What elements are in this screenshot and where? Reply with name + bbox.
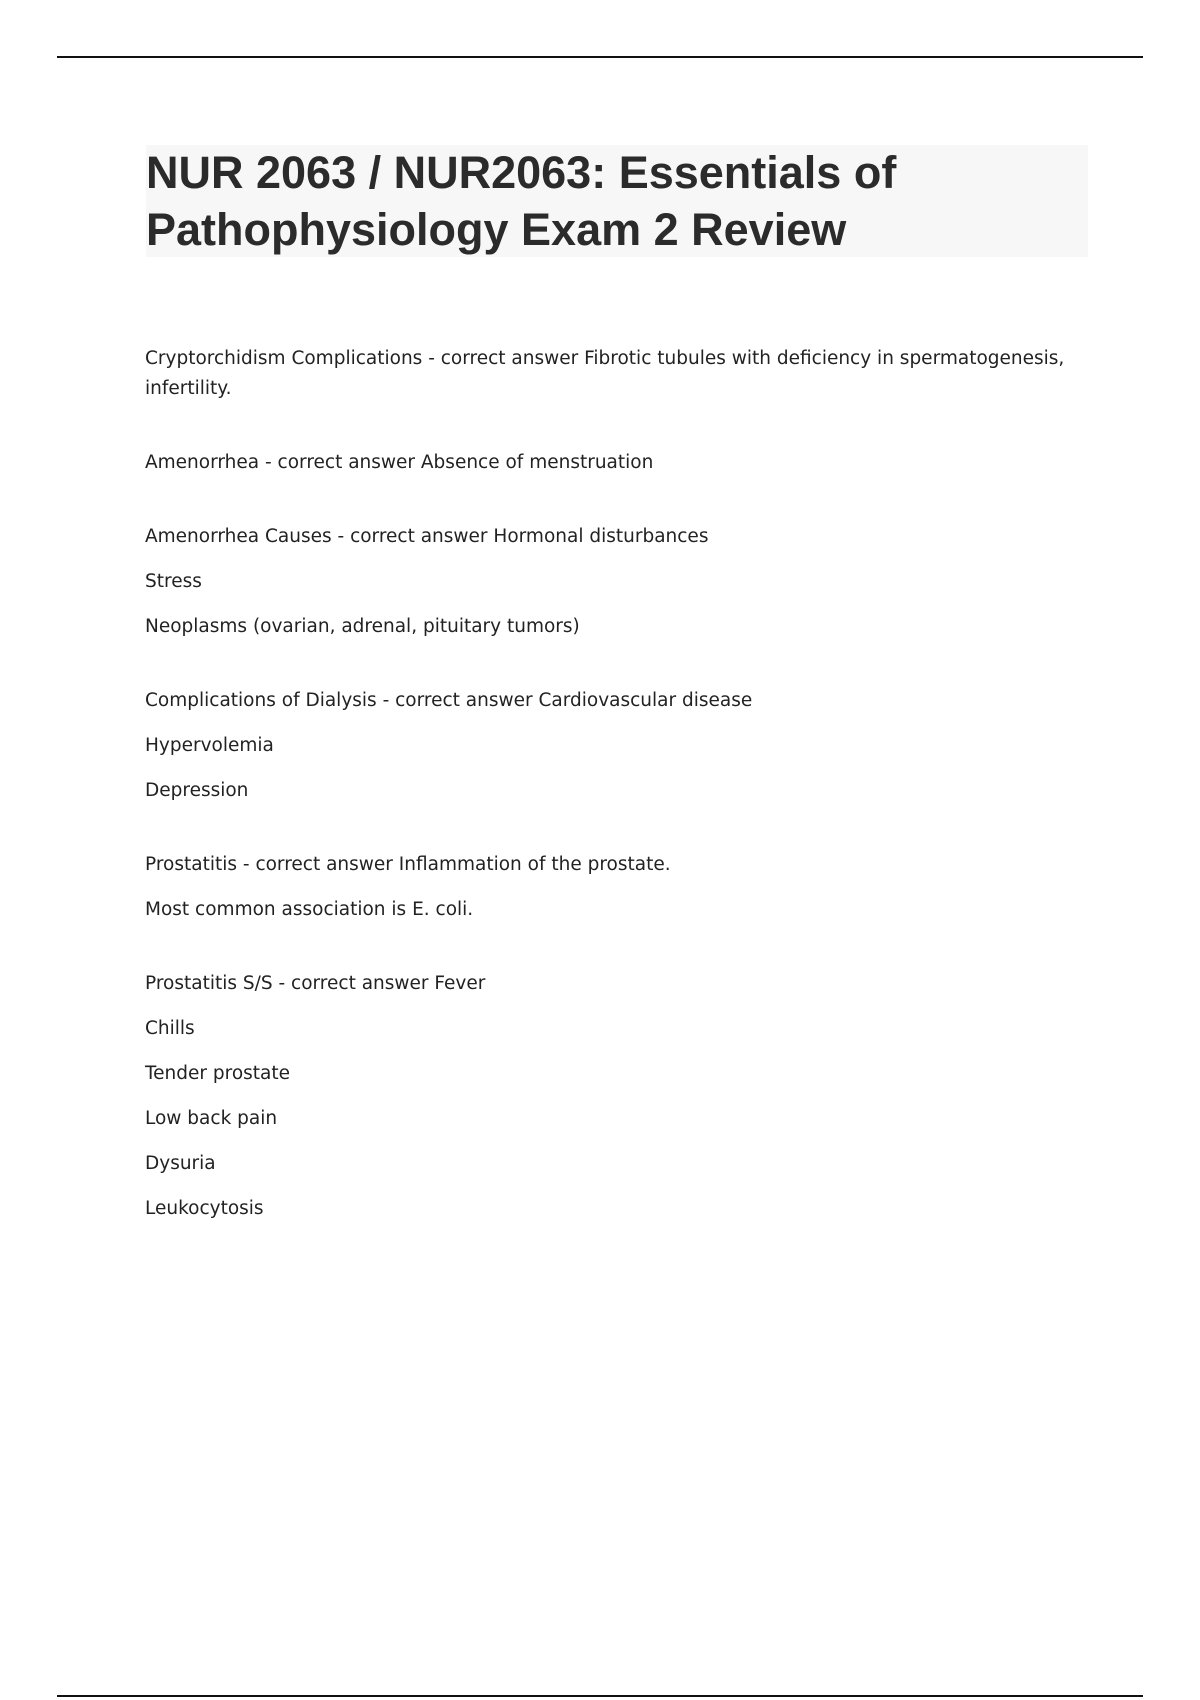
qa-line: Chills bbox=[145, 1018, 195, 1039]
qa-entry bbox=[145, 522, 1065, 642]
qa-entry bbox=[145, 344, 1065, 404]
qa-entry bbox=[145, 969, 1065, 1224]
qa-line: Most common association is E. coli. bbox=[145, 899, 474, 920]
qa-line: Tender prostate bbox=[145, 1063, 291, 1084]
qa-list bbox=[145, 344, 1065, 1268]
qa-line: Neoplasms (ovarian, adrenal, pituitary tumors) bbox=[145, 616, 580, 637]
qa-entry bbox=[145, 448, 1065, 478]
qa-line: Depression bbox=[145, 780, 249, 801]
qa-entry bbox=[145, 850, 1065, 925]
qa-line: Leukocytosis bbox=[145, 1198, 264, 1219]
qa-line: Hypervolemia bbox=[145, 735, 274, 756]
qa-line: Prostatitis - correct answer Inflammation of the prostate. bbox=[145, 854, 671, 875]
qa-line: Low back pain bbox=[145, 1108, 278, 1129]
qa-line: Amenorrhea - correct answer Absence of menstruation bbox=[145, 452, 654, 473]
qa-line: Amenorrhea Causes - correct answer Hormonal disturbances bbox=[145, 526, 709, 547]
qa-line: Complications of Dialysis - correct answer Cardiovascular disease bbox=[145, 690, 753, 711]
bottom-rule bbox=[57, 1695, 1143, 1697]
qa-line: Prostatitis S/S - correct answer Fever bbox=[145, 973, 486, 994]
top-rule bbox=[57, 56, 1143, 58]
qa-line: Cryptorchidism Complications - correct answer Fibrotic tubules with deficiency in spermatogenesis, infertility. bbox=[145, 348, 1065, 399]
qa-line: Dysuria bbox=[145, 1153, 216, 1174]
qa-line: Stress bbox=[145, 571, 202, 592]
qa-entry bbox=[145, 686, 1065, 806]
page-title: NUR 2063 / NUR2063: Essentials of Pathophysiology Exam 2 Review bbox=[146, 147, 897, 255]
